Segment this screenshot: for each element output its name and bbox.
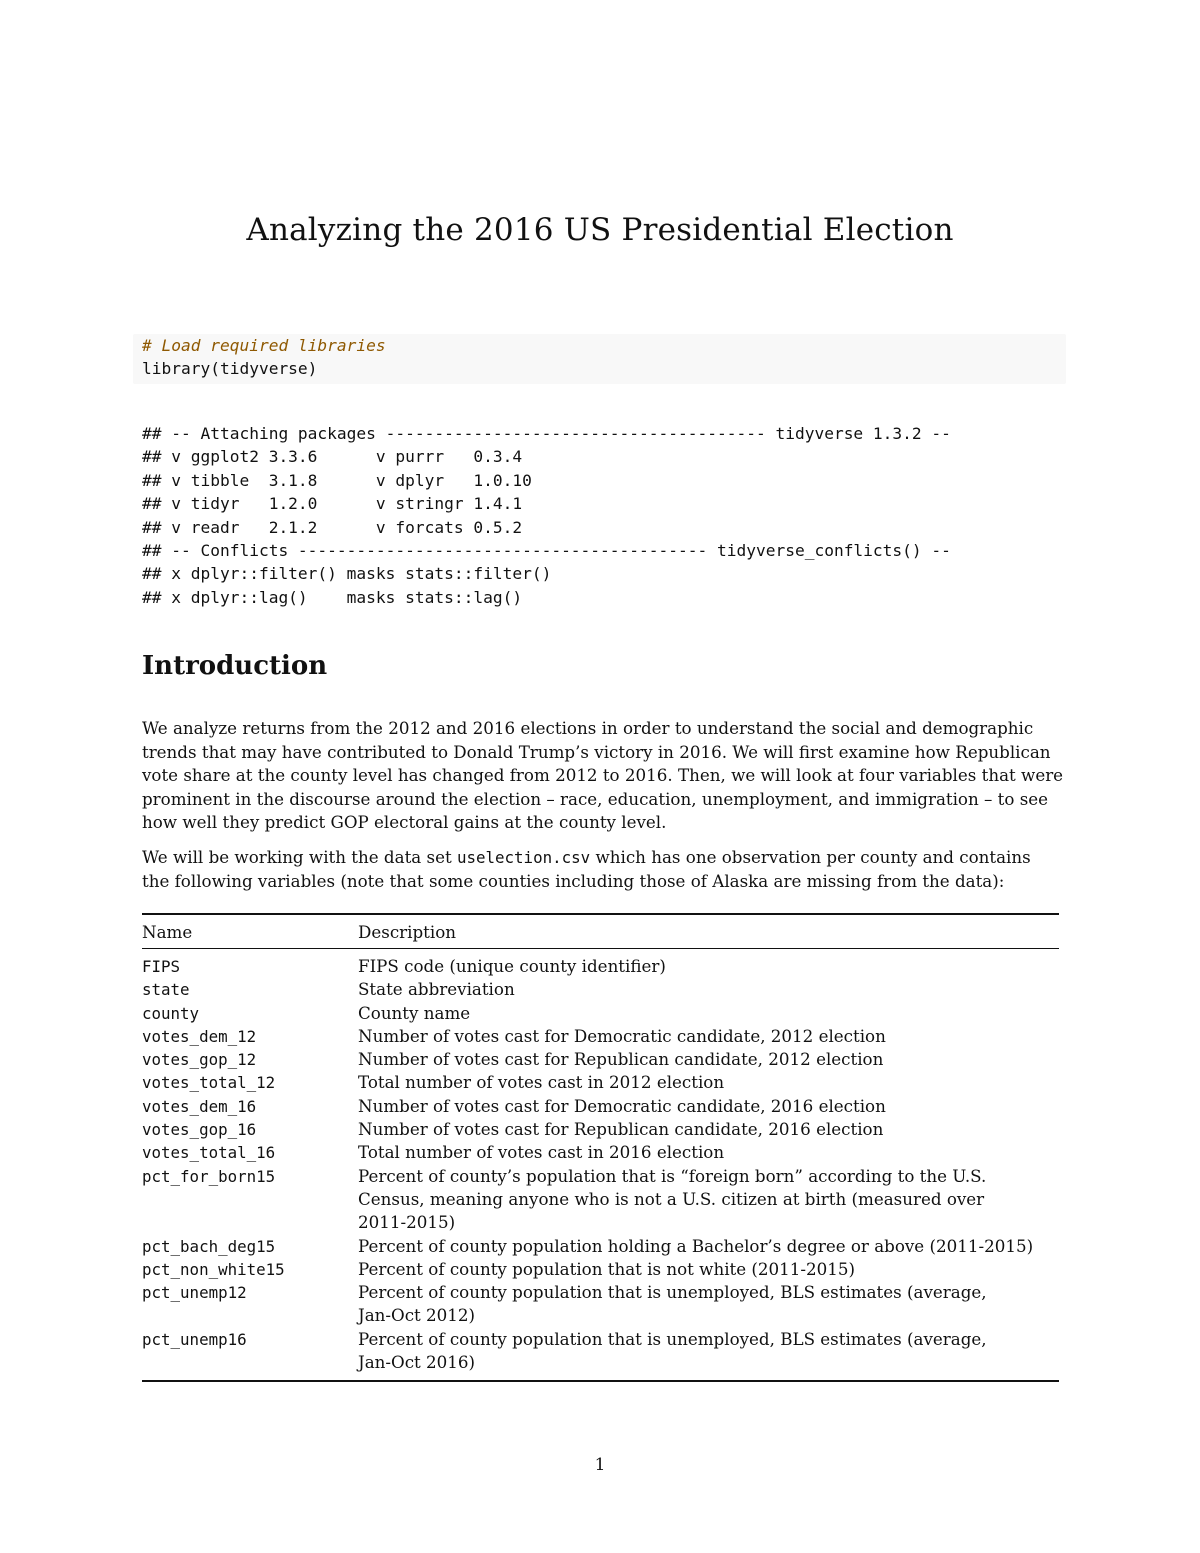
description-line: Number of votes cast for Democratic candidate, 2012 election [358, 1025, 886, 1046]
variable-description [358, 1235, 1059, 1258]
variable-name: votes_total_12 [142, 1073, 276, 1093]
description-line: Number of votes cast for Democratic candidate, 2016 election [358, 1095, 886, 1116]
table-row [142, 1258, 1059, 1281]
table-body [142, 955, 1059, 1374]
table-row [142, 1025, 1059, 1048]
intro-paragraph [142, 717, 1064, 835]
paragraph-line: trends that may have contributed to Donald Trump’s victory in 2016. We will first examine how Republican [142, 741, 1051, 762]
variable-name: county [142, 1003, 200, 1023]
variable-name: pct_bach_deg15 [142, 1236, 276, 1256]
description-line: FIPS code (unique county identifier) [358, 956, 666, 976]
description-line: 2011-2015) [358, 1212, 456, 1233]
table-row [142, 1141, 1059, 1164]
table-row [142, 1118, 1059, 1141]
table-row [142, 978, 1059, 1001]
table-row [142, 955, 1059, 978]
code-line: library(tidyverse) [142, 359, 318, 378]
table-header-description: Description [358, 922, 456, 942]
variable-description [358, 1002, 1059, 1025]
variable-description [358, 955, 1059, 978]
output-line: ## v ggplot2 3.3.6 v purrr 0.3.4 [142, 447, 523, 467]
table-bottom-rule [142, 1380, 1059, 1382]
data-paragraph [142, 846, 1060, 893]
variable-name: pct_unemp16 [142, 1329, 247, 1349]
description-line: Jan-Oct 2016) [358, 1352, 476, 1373]
description-line: Percent of county population that is not white (2011-2015) [358, 1258, 856, 1279]
variable-description [358, 1258, 1059, 1281]
description-line: Number of votes cast for Republican candidate, 2016 election [358, 1119, 884, 1140]
variable-description [358, 1328, 1059, 1375]
paragraph-text: which has one observation per county and contains [590, 847, 1031, 867]
section-heading: Introduction [142, 651, 328, 681]
table-header-name: Name [142, 922, 193, 942]
paragraph-text: We will be working with the data set [142, 847, 457, 867]
page-number: 1 [594, 1455, 606, 1475]
variable-name: votes_total_16 [142, 1143, 276, 1163]
output-line: ## -- Conflicts ------------------------------------------ tidyverse_conflicts() -- [142, 540, 951, 560]
description-line: Percent of county population that is unemployed, BLS estimates (average, [358, 1282, 987, 1303]
paragraph-line: We analyze returns from the 2012 and 2016 elections in order to understand the social and demographic [142, 718, 1034, 738]
variable-name: pct_non_white15 [142, 1259, 285, 1279]
variable-description [358, 1095, 1059, 1118]
description-line: Percent of county population that is unemployed, BLS estimates (average, [358, 1328, 987, 1349]
output-line: ## x dplyr::filter() masks stats::filter() [142, 564, 552, 584]
paragraph-line: the following variables (note that some counties including those of Alaska are missing from the data): [142, 870, 1005, 891]
output-line: ## -- Attaching packages --------------------------------------- tidyverse 1.3.2 -- [142, 424, 951, 443]
page-title: Analyzing the 2016 US Presidential Election [246, 212, 954, 248]
paragraph-line: prominent in the discourse around the election – race, education, unemployment, and immigration – to see [142, 788, 1049, 809]
description-line: Total number of votes cast in 2012 election [358, 1072, 725, 1093]
description-line: State abbreviation [358, 979, 515, 1000]
table-row [142, 1165, 1059, 1235]
variable-description [358, 1025, 1059, 1048]
code-block [133, 334, 1066, 384]
description-line: County name [358, 1002, 471, 1023]
table-row [142, 1071, 1059, 1094]
table-row [142, 1002, 1059, 1025]
variable-description [358, 1118, 1059, 1141]
variable-name: votes_dem_12 [142, 1026, 257, 1046]
table-row [142, 1048, 1059, 1071]
description-line: Total number of votes cast in 2016 election [358, 1142, 725, 1163]
console-output [142, 422, 951, 609]
table-row [142, 1328, 1059, 1375]
description-line: Census, meaning anyone who is not a U.S. citizen at birth (measured over [358, 1188, 985, 1209]
description-line: Jan-Oct 2012) [358, 1305, 476, 1326]
description-line: Percent of county’s population that is “foreign born” according to the U.S. [358, 1165, 987, 1186]
variable-description [358, 1141, 1059, 1164]
table-mid-rule [142, 948, 1059, 949]
variable-name: state [142, 980, 190, 1000]
output-line: ## v tidyr 1.2.0 v stringr 1.4.1 [142, 494, 523, 514]
output-line: ## x dplyr::lag() masks stats::lag() [142, 587, 523, 607]
variable-description [358, 1071, 1059, 1094]
variable-description [358, 1281, 1059, 1328]
variable-description [358, 1048, 1059, 1071]
variable-name: FIPS [142, 957, 181, 976]
table-row [142, 1095, 1059, 1118]
paragraph-line [142, 846, 1060, 870]
variable-name: votes_gop_12 [142, 1050, 257, 1070]
table-row [142, 1235, 1059, 1258]
variable-description [358, 1165, 1059, 1235]
paragraph-line: how well they predict GOP electoral gains at the county level. [142, 812, 667, 833]
variable-name: votes_gop_16 [142, 1120, 257, 1140]
description-line: Percent of county population holding a Bachelor’s degree or above (2011-2015) [358, 1235, 1034, 1256]
table-top-rule [142, 913, 1059, 915]
table-row [142, 1281, 1059, 1328]
output-line: ## v readr 2.1.2 v forcats 0.5.2 [142, 517, 523, 537]
code-comment: # Load required libraries [142, 336, 386, 355]
variable-name: votes_dem_16 [142, 1096, 257, 1116]
variable-name: pct_for_born15 [142, 1166, 276, 1186]
output-line: ## v tibble 3.1.8 v dplyr 1.0.10 [142, 470, 532, 490]
paragraph-line: vote share at the county level has changed from 2012 to 2016. Then, we will look at four variables that were [142, 765, 1064, 786]
description-line: Number of votes cast for Republican candidate, 2012 election [358, 1049, 884, 1070]
variable-description [358, 978, 1059, 1001]
variable-name: pct_unemp12 [142, 1283, 247, 1303]
table-header [142, 921, 1059, 944]
filename-code: uselection.csv [456, 848, 591, 867]
